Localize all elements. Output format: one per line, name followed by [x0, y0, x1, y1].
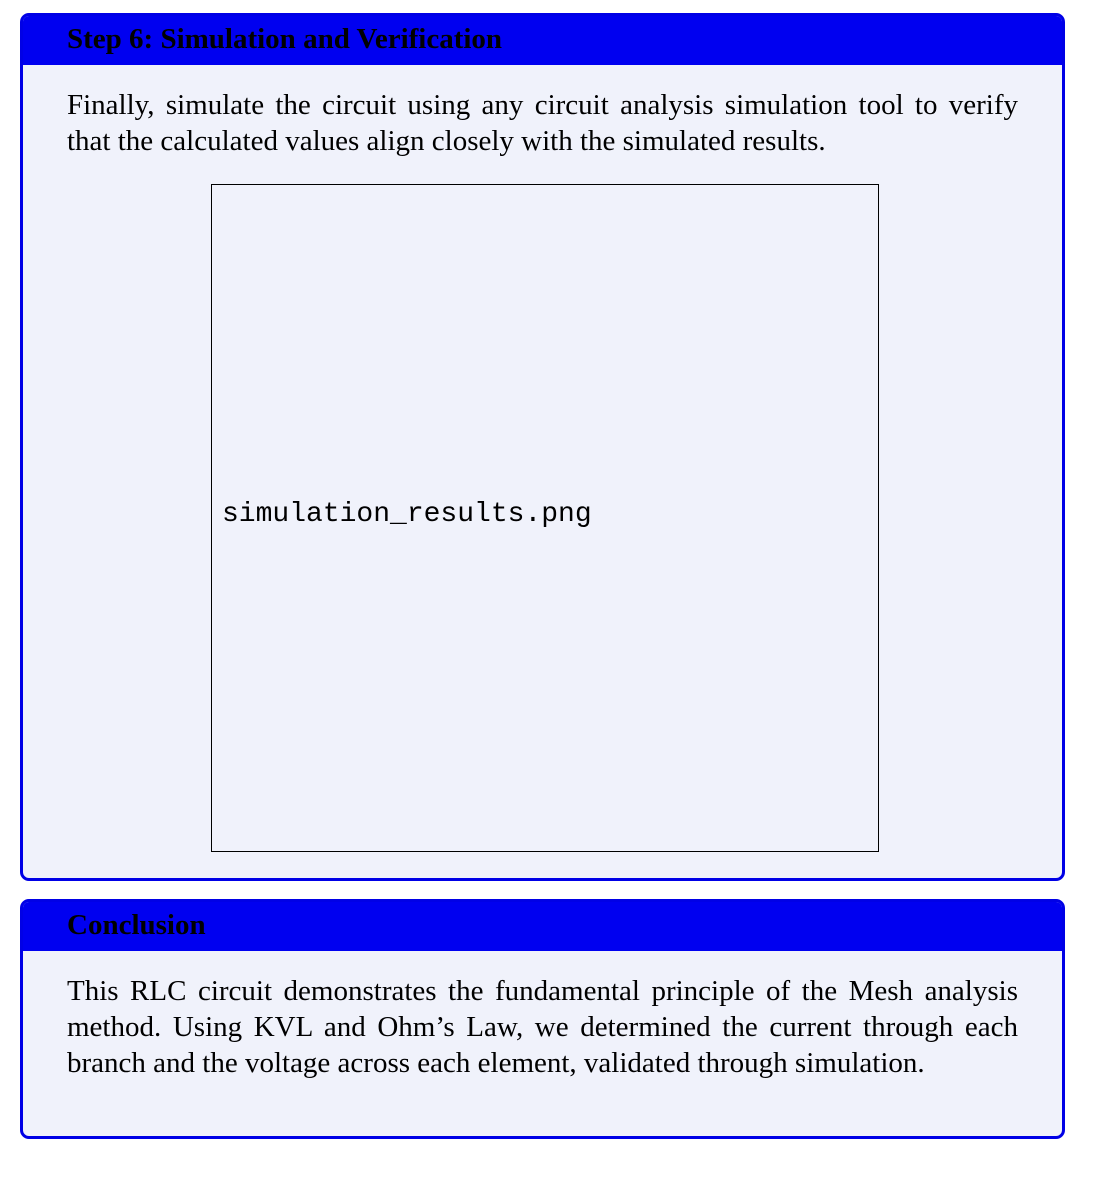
conclusion-body [23, 951, 1062, 1081]
conclusion-box [20, 899, 1065, 1139]
step-6-body [23, 65, 1062, 159]
conclusion-title: Conclusion [67, 909, 206, 941]
conclusion-header [23, 902, 1062, 951]
image-filename: simulation_results.png [222, 499, 592, 530]
conclusion-paragraph: This RLC circuit demonstrates the fundamental principle of the Mesh analysis method. Using KVL and Ohm’s Law, we determined the current through each branch and the voltage across each element, validated through simulation. [67, 975, 1018, 1079]
step-6-header [23, 16, 1062, 65]
simulation-image-placeholder [211, 184, 879, 852]
step-6-paragraph: Finally, simulate the circuit using any circuit analysis simulation tool to verify that the calculated values align closely with the simulated results. [67, 89, 1018, 157]
step-6-title: Step 6: Simulation and Verification [67, 23, 503, 55]
step-6-box [20, 13, 1065, 881]
